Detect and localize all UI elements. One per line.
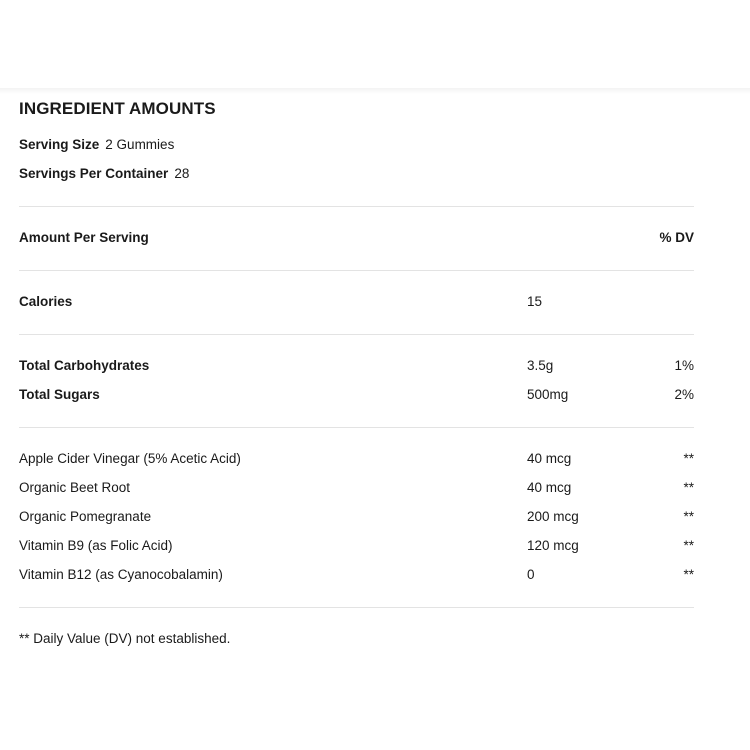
ingredient-amount: 120 mcg [527,538,579,553]
ingredient-name: Organic Pomegranate [19,509,152,524]
calories-row [19,287,694,316]
nutrient-amount: 3.5g [527,358,554,373]
serving-size-row [19,130,694,159]
ingredient-dv: ** [683,538,694,553]
ingredient-amount: 0 [527,567,535,582]
ingredient-dv: ** [683,451,694,466]
panel-title: INGREDIENT AMOUNTS [19,99,216,118]
ingredient-dv: ** [683,567,694,582]
ingredient-name: Organic Beet Root [19,480,131,495]
ingredient-amount: 40 mcg [527,451,572,466]
ingredient-row [19,444,694,473]
nutrient-row [19,380,694,409]
ingredient-name: Vitamin B9 (as Folic Acid) [19,538,173,553]
ingredient-panel [19,96,694,653]
calories-label: Calories [19,294,73,309]
ingredient-amount: 40 mcg [527,480,572,495]
servings-per-container-label: Servings Per Container [19,166,169,181]
table-header-row [19,223,694,252]
servings-per-container-row [19,159,694,188]
nutrient-row [19,351,694,380]
nutrient-dv: 2% [674,387,694,402]
calories-amount: 15 [527,294,543,309]
serving-size-value: 2 Gummies [105,137,175,152]
nutrient-name: Total Carbohydrates [19,358,150,373]
dv-heading: % DV [659,230,694,245]
ingredient-row [19,473,694,502]
ingredient-name: Apple Cider Vinegar (5% Acetic Acid) [19,451,241,466]
ingredient-row [19,502,694,531]
ingredient-amount: 200 mcg [527,509,579,524]
header-shadow [0,88,750,94]
footnote: ** Daily Value (DV) not established. [19,631,231,646]
amount-per-serving-heading: Amount Per Serving [19,230,149,245]
ingredient-row [19,560,694,589]
ingredient-name: Vitamin B12 (as Cyanocobalamin) [19,567,223,582]
ingredient-row [19,531,694,560]
ingredient-dv: ** [683,509,694,524]
servings-per-container-value: 28 [174,166,190,181]
ingredient-dv: ** [683,480,694,495]
nutrient-name: Total Sugars [19,387,100,402]
nutrient-amount: 500mg [527,387,569,402]
serving-size-label: Serving Size [19,137,100,152]
nutrient-dv: 1% [674,358,694,373]
